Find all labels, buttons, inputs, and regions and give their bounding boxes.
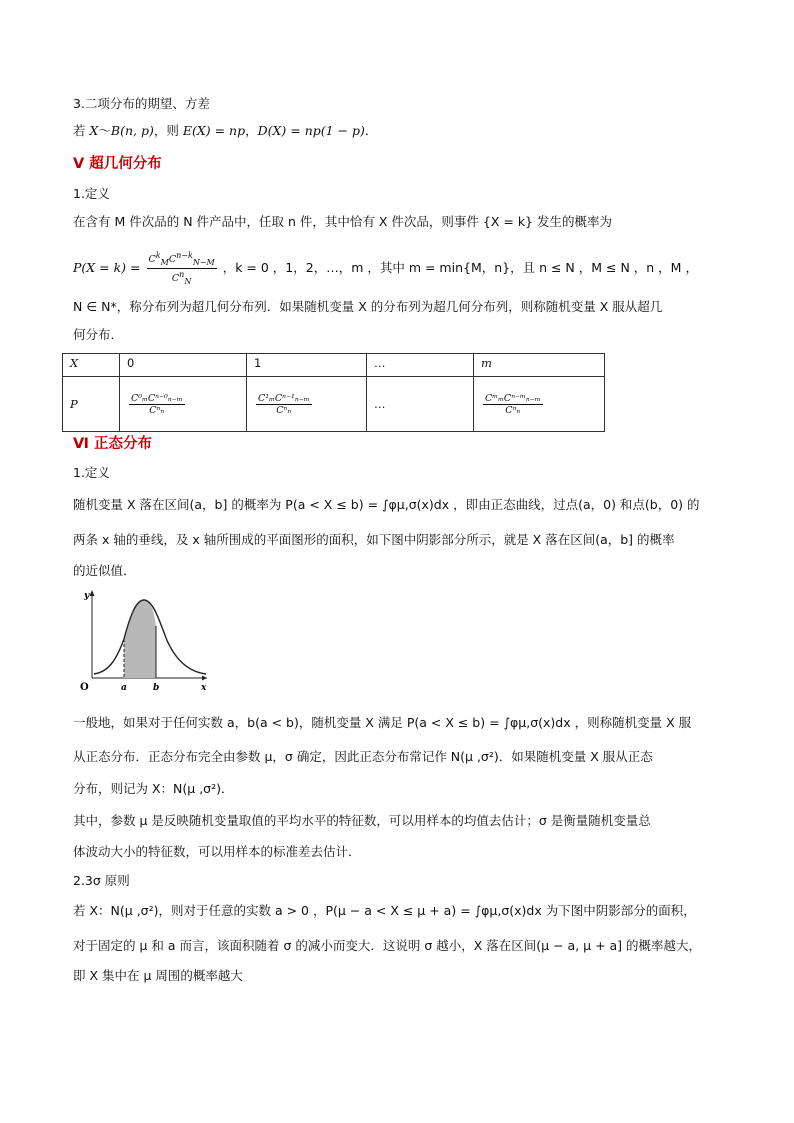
shaded-area xyxy=(124,600,156,678)
table-row-values xyxy=(63,354,605,377)
hyper-paragraph-3: 何分布． xyxy=(73,327,124,342)
subtitle-3sigma: 2.3σ 原则 xyxy=(73,873,130,888)
binomial-variance: D(X) = np(1 − p) xyxy=(257,123,365,138)
binomial-pre: 若 xyxy=(73,123,90,138)
table-cell-pm xyxy=(474,377,605,432)
p1-num: C¹ₘCⁿ⁻¹ₙ₋ₘ xyxy=(258,392,310,404)
binomial-then: ，则 xyxy=(153,123,183,138)
sigma-paragraph-2: 对于固定的 μ 和 a 而言，该面积随着 σ 的减小而变大．这说明 σ 越小，X 落在区间(μ − a, μ + a] 的概率越大， xyxy=(73,938,702,953)
binomial-X: X xyxy=(89,123,99,138)
normal-paragraph-8: 体波动大小的特征数，可以用样本的标准差去估计． xyxy=(73,844,361,859)
pm-fraction xyxy=(483,393,543,416)
binomial-sep: ， xyxy=(245,123,258,138)
hyper-paragraph-2: N ∈ N*，称分布列为超几何分布列．如果随机变量 X 的分布列为超几何分布列，则称随机变量 X 服从超几 xyxy=(73,299,663,314)
binomial-expectation: E(X) = np xyxy=(182,123,246,138)
hyper-paragraph-1: 在含有 M 件次品的 N 件产品中，任取 n 件，其中恰有 X 件次品，则事件 {X = k} 发生的概率为 xyxy=(73,214,612,229)
y-axis-arrow xyxy=(90,590,95,596)
table-row-probabilities xyxy=(63,377,605,432)
section-title-binomial: 3.二项分布的期望、方差 xyxy=(73,96,210,111)
heading-hypergeometric: Ⅴ 超几何分布 xyxy=(73,156,162,172)
binomial-formula-line xyxy=(73,122,377,140)
x-axis-arrow xyxy=(202,676,207,681)
sigma-paragraph-3: 即 X 集中在 μ 周围的概率越大 xyxy=(73,968,243,983)
normal-paragraph-7: 其中，参数 μ 是反映随机变量取值的平均水平的特征数，可以用样本的均值去估计；σ 是衡量随机变量总 xyxy=(73,813,651,828)
x-label: x xyxy=(201,683,207,693)
binomial-B: B(n, p) xyxy=(110,123,154,138)
table-cell-xm: m xyxy=(474,354,605,377)
hyper-fraction-den: $C^n_N$ xyxy=(171,270,192,287)
normal-paragraph-3: 的近似值． xyxy=(73,563,136,578)
subtitle-definition-vi: 1.定义 xyxy=(73,465,110,480)
p0-num: C⁰ₘCⁿ⁻⁰ₙ₋ₘ xyxy=(131,392,183,404)
hyper-fraction xyxy=(147,250,217,287)
p0-fraction xyxy=(129,393,185,416)
b-label: b xyxy=(153,683,160,693)
pm-den: Cⁿₙ xyxy=(505,404,521,416)
hyper-k-list: ，k = 0 ，1，2，…，m ，其中 m = min{M，n}，且 n ≤ N ，M ≤ N ，n ，M ， xyxy=(222,260,698,276)
normal-paragraph-6: 分布，则记为 X：N(μ ,σ²)． xyxy=(73,781,234,796)
table-cell-x-label: X xyxy=(63,354,120,377)
origin-label: O xyxy=(80,682,89,693)
hyper-formula-line xyxy=(73,250,698,287)
table-cell-pdots: … xyxy=(367,377,474,432)
table-cell-p-label: P xyxy=(63,377,120,432)
normal-paragraph-4: 一般地，如果对于任何实数 a，b(a < b)，随机变量 X 满足 P(a < X ≤ b) = ∫φμ,σ(x)dx ，则称随机变量 X 服 xyxy=(73,715,692,730)
normal-paragraph-5: 从正态分布．正态分布完全由参数 μ，σ 确定，因此正态分布常记作 N(μ ,σ²)．如果随机变量 X 服从正态 xyxy=(73,749,653,764)
hyper-P: P(X = k) = xyxy=(73,260,141,276)
hyper-fraction-num: $C^k_MC^{n-k}_{N-M}$ xyxy=(148,251,215,268)
hypergeometric-table xyxy=(62,353,605,432)
normal-paragraph-2: 两条 x 轴的垂线，及 x 轴所围成的平面图形的面积，如下图中阴影部分所示，就是 X 落在区间(a，b] 的概率 xyxy=(73,532,675,547)
binomial-end: ． xyxy=(364,123,378,138)
binomial-tilde: ～ xyxy=(98,123,111,138)
pm-num: CᵐₘCⁿ⁻ᵐₙ₋ₘ xyxy=(485,392,541,404)
normal-curve-figure xyxy=(72,586,212,694)
a-label: a xyxy=(121,683,127,693)
p1-den: Cⁿₙ xyxy=(276,404,292,416)
table-cell-p0 xyxy=(120,377,247,432)
p1-fraction xyxy=(256,393,312,416)
table-cell-x0: 0 xyxy=(120,354,247,377)
p0-den: Cⁿₙ xyxy=(149,404,165,416)
normal-paragraph-1: 随机变量 X 落在区间(a，b] 的概率为 P(a < X ≤ b) = ∫φμ,σ(x)dx ，即由正态曲线，过点(a，0) 和点(b，0) 的 xyxy=(73,497,700,512)
table-cell-p1 xyxy=(247,377,367,432)
subtitle-definition-v: 1.定义 xyxy=(73,186,110,201)
sigma-paragraph-1: 若 X：N(μ ,σ²)，则对于任意的实数 a > 0 ，P(μ − a < X ≤ μ + a) = ∫φμ,σ(x)dx 为下图中阴影部分的面积， xyxy=(73,903,696,918)
y-label: y xyxy=(84,591,90,601)
table-cell-x1: 1 xyxy=(247,354,367,377)
table-cell-xdots: … xyxy=(367,354,474,377)
heading-normal: Ⅵ 正态分布 xyxy=(73,436,152,452)
